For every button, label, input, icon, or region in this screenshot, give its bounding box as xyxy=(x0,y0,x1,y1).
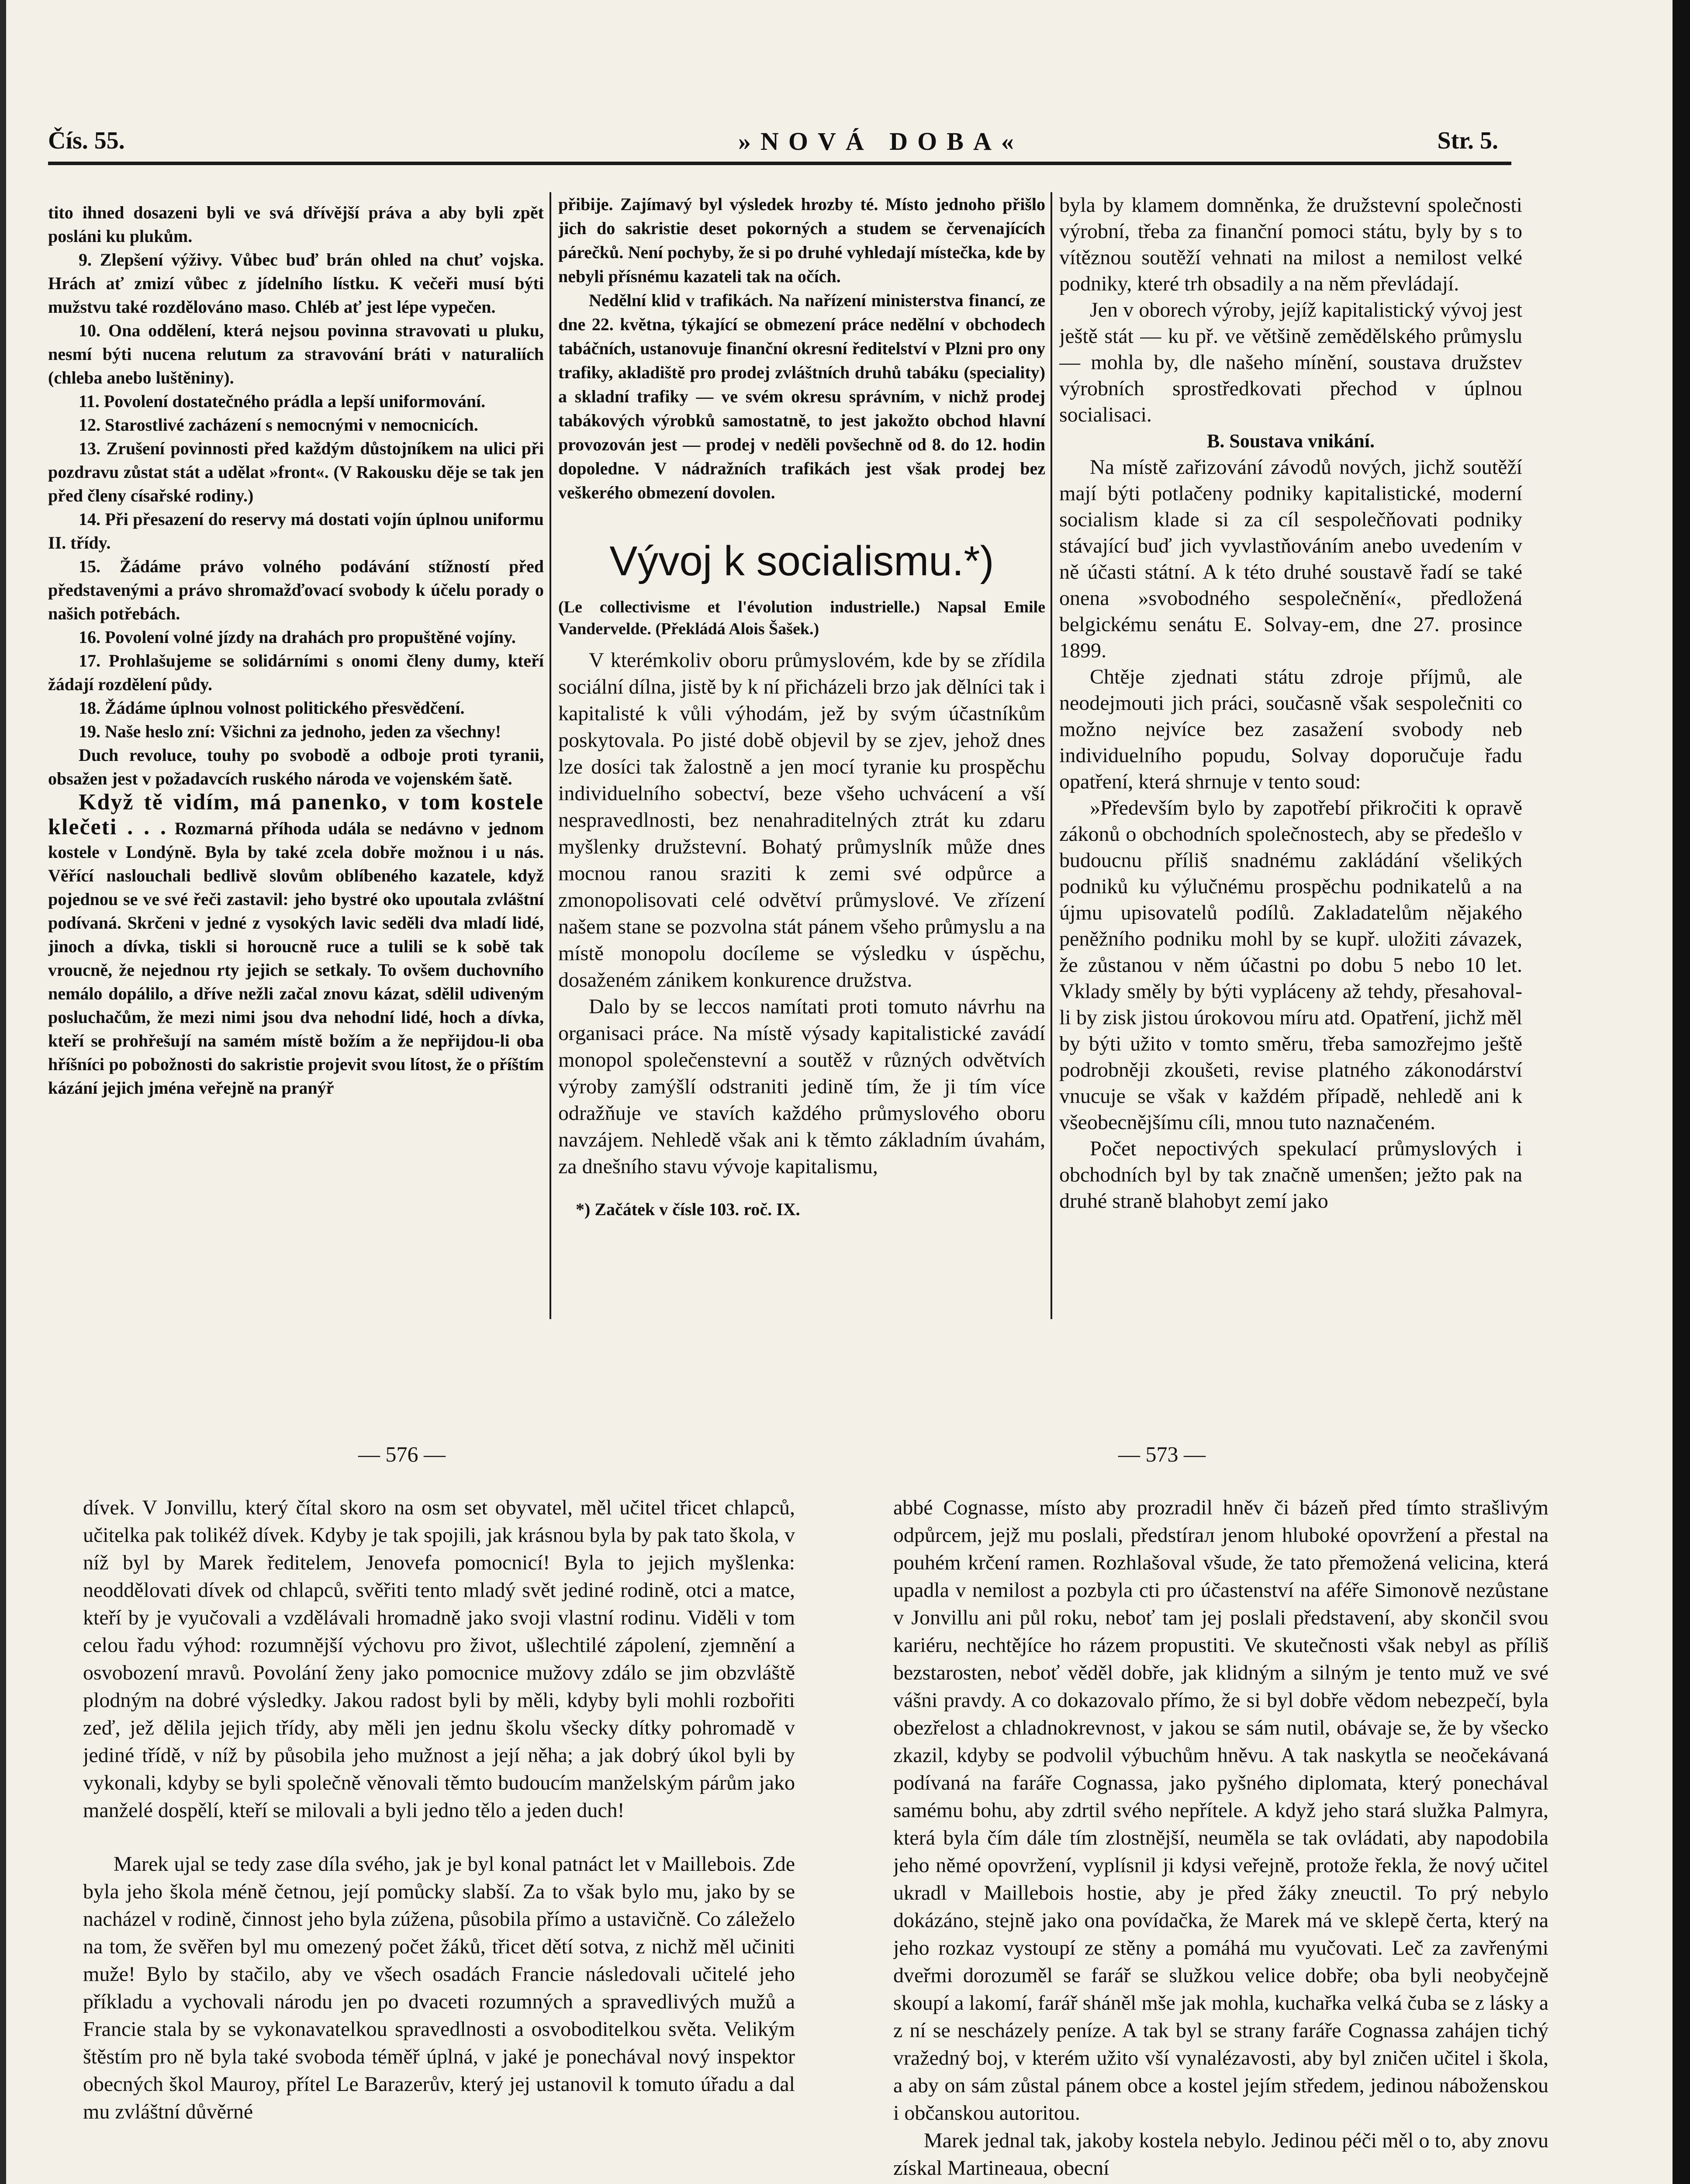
scan-right-edge xyxy=(1673,0,1690,2184)
col3-paragraph: byla by klamem domněnka, že družstevní společnosti výrobní, třeba za finanční pomoci státu, byly by s to vítěznou soutěží vehnati na milost a nemilost velké podniky, které trh obsadily a na něm převládají. xyxy=(1059,194,1522,295)
col1-paragraph: 17. Prohlašujeme se solidárními s onomi členy dumy, kteří žádají rozdělení půdy. xyxy=(48,651,544,694)
column-2 xyxy=(558,192,1045,1302)
col1-paragraph: 13. Zrušení povinnosti před každým důstojníkem na ulici při pozdravu zůstat stát a udělat »front«. (V Rakousku děje se tak jen před členy císařské rodiny.) xyxy=(48,439,544,505)
article-text: Rozmarná příhoda udála se nedávno v jednom kostele v Londýně. Byla by také zcela dobře možnou i u nás. Věřící naslouchali bedlivě slovům oblíbeného kazatele, když pojednou se ve své řeči zastavil: jeho bystré oko upoutala zvláštní podívaná. Skrčeni v jedné z vysokých lavic seděli dva mladí lidé, jinoch a dívka, tiskli si horoucně ruce a tulili se k sobě tak vroucně, že nejednou rty jejich se setkaly. To ovšem duchovního nemálo dopálilo, a dříve nežli začal znovu kázat, sdělil udiveným posluchačům, že mezi nimi jsou dva nehodní lidé, hoch a dívka, kteří se prohřešují na samém místě božím a že nepřijdou-li oba hříšníci po pobožnosti do sakristie projevit svou lítost, že o příštím kázání jejich jména veřejně na pranýř xyxy=(48,819,544,1098)
col1-article xyxy=(48,791,544,1100)
col3-paragraph: Na místě zařizování závodů nových, jichž soutěží mají býti potlačeny podniky kapitalistické, moderní socialism klade si za cíl sespolečňovati podniky stávající buď jich vyvlastňováním anebo uvedením v ně účasti státní. A k této druhé soustavě řadí se také onena »svobodného sespolečnění«, předložená belgickému senátu E. Solvay-em, dne 27. prosince 1899. xyxy=(1059,456,1522,662)
issue-number: Čís. 55. xyxy=(48,127,125,154)
col1-paragraph: 11. Povolení dostatečného prádla a lepší uniformování. xyxy=(79,391,486,411)
column-3 xyxy=(1059,192,1522,1310)
col3-paragraph: »Především bylo by zapotřebí přikročiti k opravě zákonů o obchodních společnostech, aby se předešlo v budoucnu příliš snadnému zakládání všelikých podniků ku výlučnému prospěchu podnikatelů a na újmu upisovatelů podílů. Zakladatelům nějakého peněžního podniku mohl by se kupř. uložiti závazek, že zůstanou v něm účastni po dobu 5 nebo 10 let. Vklady směly by býti vypláceny až tehdy, přesahoval-li by zisk jistou úrokovou míru atd. Opatření, jichž měl by býti užito v tomto směru, třeba samozřejmo ještě podrobněji zkoušeti, revise platného zákonodárství vnucuje se však v každém případě, nehledě ani k všeobecnějšímu cíli, mnou tuto naznačeném. xyxy=(1059,796,1522,1134)
supplement-paragraph: dívek. V Jonvillu, který čítal skoro na osm set obyvatel, měl učitel třicet chlapců, učitelka pak tolikéž dívek. Kdyby je tak spojili, jak krásnou byla by pak tato škola, v níž byl by Marek ředitelem, Jenovefa pomocnicí! Byla to jejich myšlenka: neoddělovati dívek od chlapců, svěřiti tento mladý svět jediné rodině, otci a matce, kteří by je vyučovali a vzdělávali hromadně jako svoji vlastní rodinu. Viděli v tom celou řadu výhod: rozumnější výchovu pro život, ušlechtilé zápolení, zjemnění a osvobození mravů. Povolání ženy jako pomocnice mužovy zdálo se jim obzvláště plodným na dobré výsledky. Jakou radost byli by měli, kdyby byli mohli rozbořiti zeď, jež dělila jejich třídy, aby měli jen jednu školu všecky dítky pohromadě v jediné třídě, v níž by působila jeho mužnost a její něha; a jak dobrý úkol byli by vykonali, kdyby se byli společně věnovali těmto budoucím manželským párům jako manželé dospělí, kteří se milovali a byli jedno tělo a jeden duch! xyxy=(83,1496,795,1822)
col1-paragraph: 14. Při přesazení do reservy má dostati vojín úplnou uniformu II. třídy. xyxy=(48,509,544,553)
col2-paragraph: Dalo by se leccos namítati proti tomuto návrhu na organisaci práce. Na místě výsady kapitalistické zavádí monopol společenstevní a soutěž v různých odvětvích výroby zamýšlí odstraniti jedině tím, že ji tím více odražňuje ve stavích každého průmyslového oboru navzájem. Nehledě však ani k těmto základním úvahám, za dnešního stavu vývoje kapitalismu, xyxy=(558,995,1045,1178)
page-number: Str. 5. xyxy=(1437,127,1498,154)
col3-paragraph: Chtěje zjednati státu zdroje příjmů, ale neodejmouti jich práci, současně však sespolečniti co možno nejvíce bez zasažení svobody neb individuelního popudu, Solvay doporučuje řadu opatření, která shrnuje v tento soud: xyxy=(1059,665,1522,793)
footnote: *) Začátek v čísle 103. roč. IX. xyxy=(576,1199,800,1219)
page-header xyxy=(48,127,1498,157)
column-divider-1 xyxy=(550,192,551,1319)
col2-paragraph: přibije. Zajímavý byl výsledek hrozby té. Místo jednoho přišlo jich do sakristie deset pokorných a studem se červenajících párečků. Není pochyby, že si po druhé vyhledají místečka, kde by nebyli přísnému kazateli tak na očích. xyxy=(558,194,1045,286)
column-1 xyxy=(48,201,544,1223)
folio-right: — 573 — xyxy=(1118,1442,1206,1466)
article-lead: Když tě vidím, má panenko, v tom kostele klečeti . . . xyxy=(48,790,544,840)
article-title: Vývoj k socialismu.*) xyxy=(609,538,994,584)
col1-paragraph: Duch revoluce, touhy po svobodě a odboje proti tyranii, obsažen jest v požadavcích ruského národa ve vojenském šatě. xyxy=(48,745,544,788)
supplement-paragraph: Marek jednal tak, jakoby kostela nebylo. Jedinou péči měl o to, aby znovu získal Martineaua, obecní xyxy=(893,2129,1548,2180)
col3-paragraph: Jen v oborech výroby, jejíž kapitalistický vývoj jest ještě stát — ku př. ve většině zemědělského průmyslu — mohla by, dle našeho mínění, soustava družstev výrobních sprostředkovati přechod v úplnou socialisaci. xyxy=(1059,298,1522,426)
col1-paragraph: 19. Naše heslo zní: Všichni za jednoho, jeden za všechny! xyxy=(79,722,501,741)
scan-left-edge xyxy=(0,0,6,2184)
header-rule xyxy=(48,162,1511,165)
col1-paragraph: 9. Zlepšení výživy. Vůbec buď brán ohled na chuť vojska. Hrách ať zmizí vůbec z jídelního lístku. K večeři musí býti mužstvu také rozdělováno maso. Chléb ať jest lépe vypečen. xyxy=(48,250,544,317)
supplement-left-column xyxy=(83,1494,795,2184)
col1-paragraph: tito ihned dosazeni byli ve svá dřívější práva a aby byli zpět posláni ku plukům. xyxy=(48,203,544,246)
article-subtitle: (Le collectivisme et l'évolution industrielle.) Napsal Emile Vandervelde. (Překládá Alois Šašek.) xyxy=(558,598,1045,638)
supplement-paragraph: Marek ujal se tedy zase díla svého, jak je byl konal patnáct let v Maillebois. Zde byla jeho škola méně četnou, její pomůcky slabší. Za to však bylo mu, jako by se nacházel v rodině, činnost jeho byla zúžena, působila přímo a ustavičně. Co záleželo na tom, že svěřen byl mu omezený počet žáků, třicet dětí sotva, z nichž měl učiniti muže! Bylo by stačilo, aby ve všech osadách Francie následovali učitelé jeho příkladu a vychovali národu jen po dvaceti rozumných a spravedlivých mužů a Francie stala by se vykonavatelkou spravedlnosti a osvoboditelkou světa. Velikým štěstím pro ně byla také svoboda téměř úplná, v jaké je ponechával nový inspektor obecných škol Mauroy, přítel Le Barazerův, který jej ustanovil k tomuto úřadu a dal mu zvláštní důvěrné xyxy=(83,1852,795,2123)
col1-paragraph: 16. Povolení volné jízdy na drahách pro propuštěné vojíny. xyxy=(79,627,516,647)
col3-paragraph: Počet nepoctivých spekulací průmyslových i obchodních byl by tak značně umenšen; ježto pak na druhé straně blahobyt zemí jako xyxy=(1059,1137,1522,1213)
col1-paragraph: 12. Starostlivé zacházení s nemocnými v nemocnicích. xyxy=(79,415,478,435)
col1-paragraph: 10. Ona oddělení, která nejsou povinna stravovati u pluku, nesmí býti nucena relutum za stravování bráti v naturaliích (chleba anebo luštěniny). xyxy=(48,321,544,387)
col1-paragraph: 15. Žádáme právo volného podávání stížností před představenými a právo shromažďovací svobody k účelu porady o našich potřebách. xyxy=(48,556,544,623)
supplement-paragraph: abbé Cognasse, místo aby prozradil hněv či bázeň před tímto strašlivým odpůrcem, jejž mu poslali, předstírал jenom hluboké opovržení a přestal na pouhém krčení ramen. Rozhlašoval všude, že tato přemožená velicina, která upadla v nemilost a pozbyla cti pro účastenství na aféře Simonově nezůstane v Jonvillu ani půl roku, neboť tam jej poslali představení, aby skončil svou kariéru, nechtějíce ho rázem propustiti. Ve skutečnosti však nebyl as příliš bezstarosten, neboť věděl dobře, jak klidným a silným je tento muž ve své vášni pravdy. A co dokazovalo přímo, že si byl dobře vědom nebezpečí, byla obezřelost a chladnokrevnost, v jakou se sám nutil, obávaje se, že by všecko zkazil, kdyby se podvolil výbuchům hněvu. A tak naskytla se neočekávaná podívaná na faráře Cognassa, jako pyšného diplomata, který ponechával samému bohu, aby zdrtil svého nepřítele. A když jeho stará služka Palmyra, která byla čím dále tím zlostnější, neuměla se tak ovládati, aby napodobila jeho němé opovržení, vyplísnil ji kdysi veřejně, protože řekla, že nový učitel ukradl v Maillebois hostie, aby je před žáky zneuctil. To prý nebylo dokázáno, stejně jako ona povídačka, že Marek má ve sklepě čerta, který na jeho rozkaz vystoupí ze stěny a pomáhá mu vyučovati. Leč za zavřenými dveřmi dorozuměl se farář se služkou velice dobře; oba byli neobyčejně skoupí a lakomí, farář sháněl mše jak mohla, kuchařka velká čuba se z lásky a z ní se nescházely peníze. A tak byl se strany faráře Cognassa zahájen tichý vražedný boj, v kterém užito vší vynalézavosti, aby byl zničen učitel i škola, a aby on sám zůstal pánem obce a kostel jejím středem, jedinou náboženskou i občanskou autoritou. xyxy=(893,1496,1548,2125)
col2-paragraph: Nedělní klid v trafikách. Na nařízení ministerstva financí, ze dne 22. května, týkající se obmezení práce nedělní v obchodech tabáčních, ustanovuje finanční okresní ředitelství v Plzni pro ony trafiky, akladiště pro prodej zvláštních druhů tabáku (speciality) a skladní trafiky — ve svém okresu správním, v nichž prodej tabákových výrobků samostatně, to jest jakožto obchod hlavní provozován jest — prodej v neděli povšechně od 8. do 12. hodin dopoledne. V nádražních trafikách jest však prodej bez veškerého obmezení dovolen. xyxy=(558,290,1045,502)
col1-paragraph: 18. Žádáme úplnou volnost politického přesvědčení. xyxy=(79,698,465,718)
col2-paragraph: V kterémkoliv oboru průmyslovém, kde by se zřídila sociální dílna, jistě by k ní přicházeli brzo jak dělníci tak i kapitalisté k vůli výhodám, jež by svým účastníkům poskytovala. Po jisté době objevil by se zjev, jehož dnes lze dosíci tak žalostně a jen mocí tyranie ku prospěchu individuelního sobectví, beze všeho uchvácení a vší nespravedlnosti, bez nenahraditelných ztrát ku zdaru myšlenky družstevní. Bohatý průmyslník může dnes mocnou ranou sraziti k zemi své odpůrce a zmonopolisovati celé odvětví průmyslové. Ve zřízení našem stane se pozvolna stát pánem všeho průmyslu a na místě monopolu docíleme se výsledku v úspěchu, dosaženém zánikem konkurence družstva. xyxy=(558,649,1045,992)
section-heading: B. Soustava vnikání. xyxy=(1207,430,1375,452)
column-divider-2 xyxy=(1051,192,1052,1319)
masthead: »NOVÁ DOBA« xyxy=(738,127,1023,156)
supplement-right-column xyxy=(893,1494,1548,2184)
folio-left: — 576 — xyxy=(358,1442,446,1466)
